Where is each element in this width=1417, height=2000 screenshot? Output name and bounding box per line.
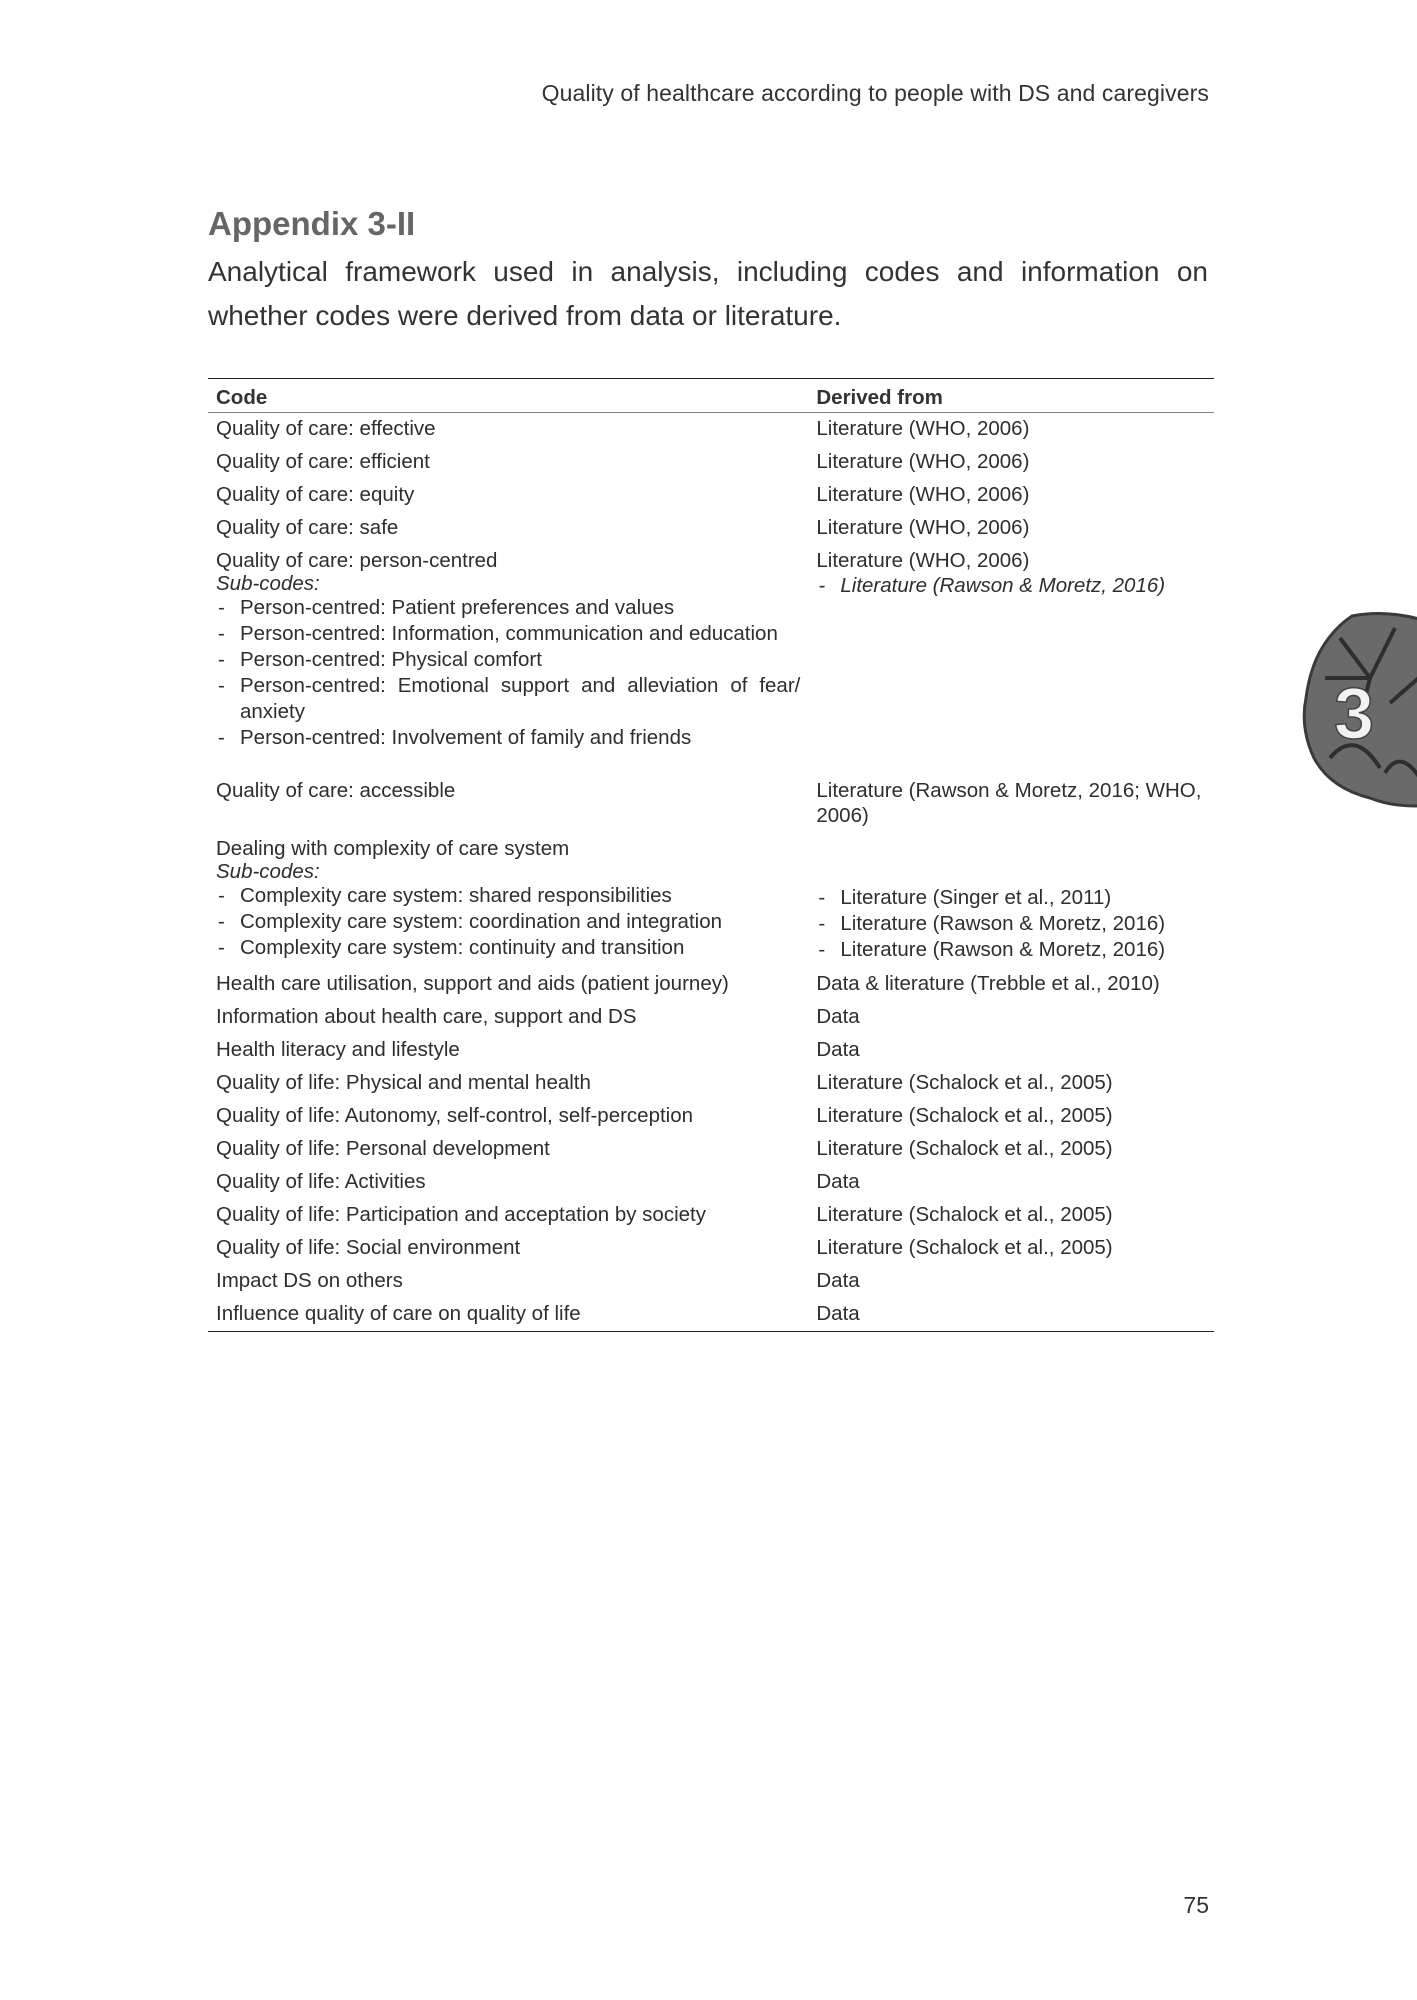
code-cell: Quality of care: equity [216,483,415,506]
source-cell: Literature (WHO, 2006) [816,450,1030,473]
column-header-derived-from: Derived from [808,379,1214,413]
subcode-item: - Person-centred: Physical comfort [216,647,800,673]
table-row-complexity [208,833,1214,968]
subsource-item: - Literature (Singer et al., 2011) [816,885,1206,911]
code-cell: Impact DS on others [216,1269,403,1292]
table-row [208,1199,1214,1232]
subsource-list [816,885,1206,963]
table-row [208,479,1214,512]
table-row [208,1166,1214,1199]
subcode-source: - Literature (Rawson & Moretz, 2016) [816,573,1206,599]
table-row [208,1034,1214,1067]
code-cell: Information about health care, support and DS [216,1005,637,1028]
subcode-item: - Person-centred: Involvement of family and friends [216,725,800,751]
table-caption: Analytical framework used in analysis, including codes and information on whether codes were derived from data or literature. [208,256,1208,331]
code-cell: Health care utilisation, support and aids (patient journey) [216,972,729,995]
running-header: Quality of healthcare according to people with DS and caregivers [541,80,1209,106]
source-cell: Literature (Schalock et al., 2005) [816,1203,1113,1226]
code-cell: Influence quality of care on quality of life [208,1298,808,1332]
table-row [208,1298,1214,1332]
chapter-tab-badge [1300,608,1417,808]
source-cell: Literature (WHO, 2006) [816,516,1030,539]
subcode-item: - Person-centred: Emotional support and alleviation of fear/ anxiety [216,673,800,725]
table-row [208,968,1214,1001]
table-row [208,1265,1214,1298]
code-cell [208,833,808,968]
code-cell: Quality of care: accessible [216,779,456,802]
table-header-row [208,379,1214,413]
code-cell: Quality of life: Autonomy, self-control, self-perception [216,1104,694,1127]
source-cell: Literature (Schalock et al., 2005) [816,1236,1113,1259]
subcode-item: - Complexity care system: shared responsibilities [216,883,800,909]
code-cell: Quality of life: Physical and mental health [216,1071,591,1094]
source-label: Literature (WHO, 2006) [816,549,1030,572]
subsource-item: - Literature (Rawson & Moretz, 2016) [816,937,1206,963]
table-row [208,1001,1214,1034]
source-cell: Data [808,1298,1214,1332]
subcode-item: - Complexity care system: coordination and integration [216,909,800,935]
code-cell: Quality of care: efficient [216,450,430,473]
code-cell: Quality of life: Personal development [216,1137,550,1160]
source-cell: Literature (Rawson & Moretz, 2016; WHO, 2006) [816,779,1202,827]
source-cell: Literature (Schalock et al., 2005) [816,1104,1113,1127]
code-label: Quality of care: person-centred [216,549,498,572]
subcodes-label: Sub-codes: [216,572,320,595]
code-label: Dealing with complexity of care system [216,837,570,860]
table-row [208,446,1214,479]
table-row [208,1067,1214,1100]
code-cell: Quality of life: Activities [216,1170,426,1193]
source-cell [808,833,1214,968]
source-cell: Data [816,1038,860,1061]
page-number: 75 [1183,1892,1209,1918]
code-cell: Health literacy and lifestyle [216,1038,460,1061]
code-cell [208,545,808,756]
subcode-item: - Person-centred: Patient preferences and values [216,595,800,621]
code-cell: Quality of life: Participation and acceptation by society [216,1203,706,1226]
source-spacer [816,836,1206,885]
subcodes-label: Sub-codes: [216,860,320,883]
subcode-list [216,595,800,751]
table-row [208,1100,1214,1133]
table-row [208,1133,1214,1166]
code-cell: Quality of care: safe [216,516,399,539]
subsource-item: - Literature (Rawson & Moretz, 2016) [816,911,1206,937]
source-cell: Literature (WHO, 2006) [816,417,1030,440]
column-header-code: Code [208,379,808,413]
analytical-framework-table [208,378,1214,1332]
table-row [208,1232,1214,1265]
source-cell: Data [816,1269,860,1292]
table-row [208,756,1214,833]
table-row [208,512,1214,545]
subcode-list [216,883,800,961]
code-cell: Quality of life: Social environment [216,1236,521,1259]
table-row [208,413,1214,447]
table-row-person-centred [208,545,1214,756]
subcode-item: - Complexity care system: continuity and transition [216,935,800,961]
source-cell [808,545,1214,756]
source-cell: Literature (Schalock et al., 2005) [816,1071,1113,1094]
source-cell: Data [816,1005,860,1028]
source-cell: Literature (WHO, 2006) [816,483,1030,506]
subcode-item: - Person-centred: Information, communication and education [216,621,800,647]
source-cell: Literature (Schalock et al., 2005) [816,1137,1113,1160]
chapter-number: 3 [1334,674,1375,754]
code-cell: Quality of care: effective [216,417,436,440]
source-cell: Data & literature (Trebble et al., 2010) [816,972,1160,995]
source-cell: Data [816,1170,860,1193]
appendix-title: Appendix 3-II [208,205,416,242]
